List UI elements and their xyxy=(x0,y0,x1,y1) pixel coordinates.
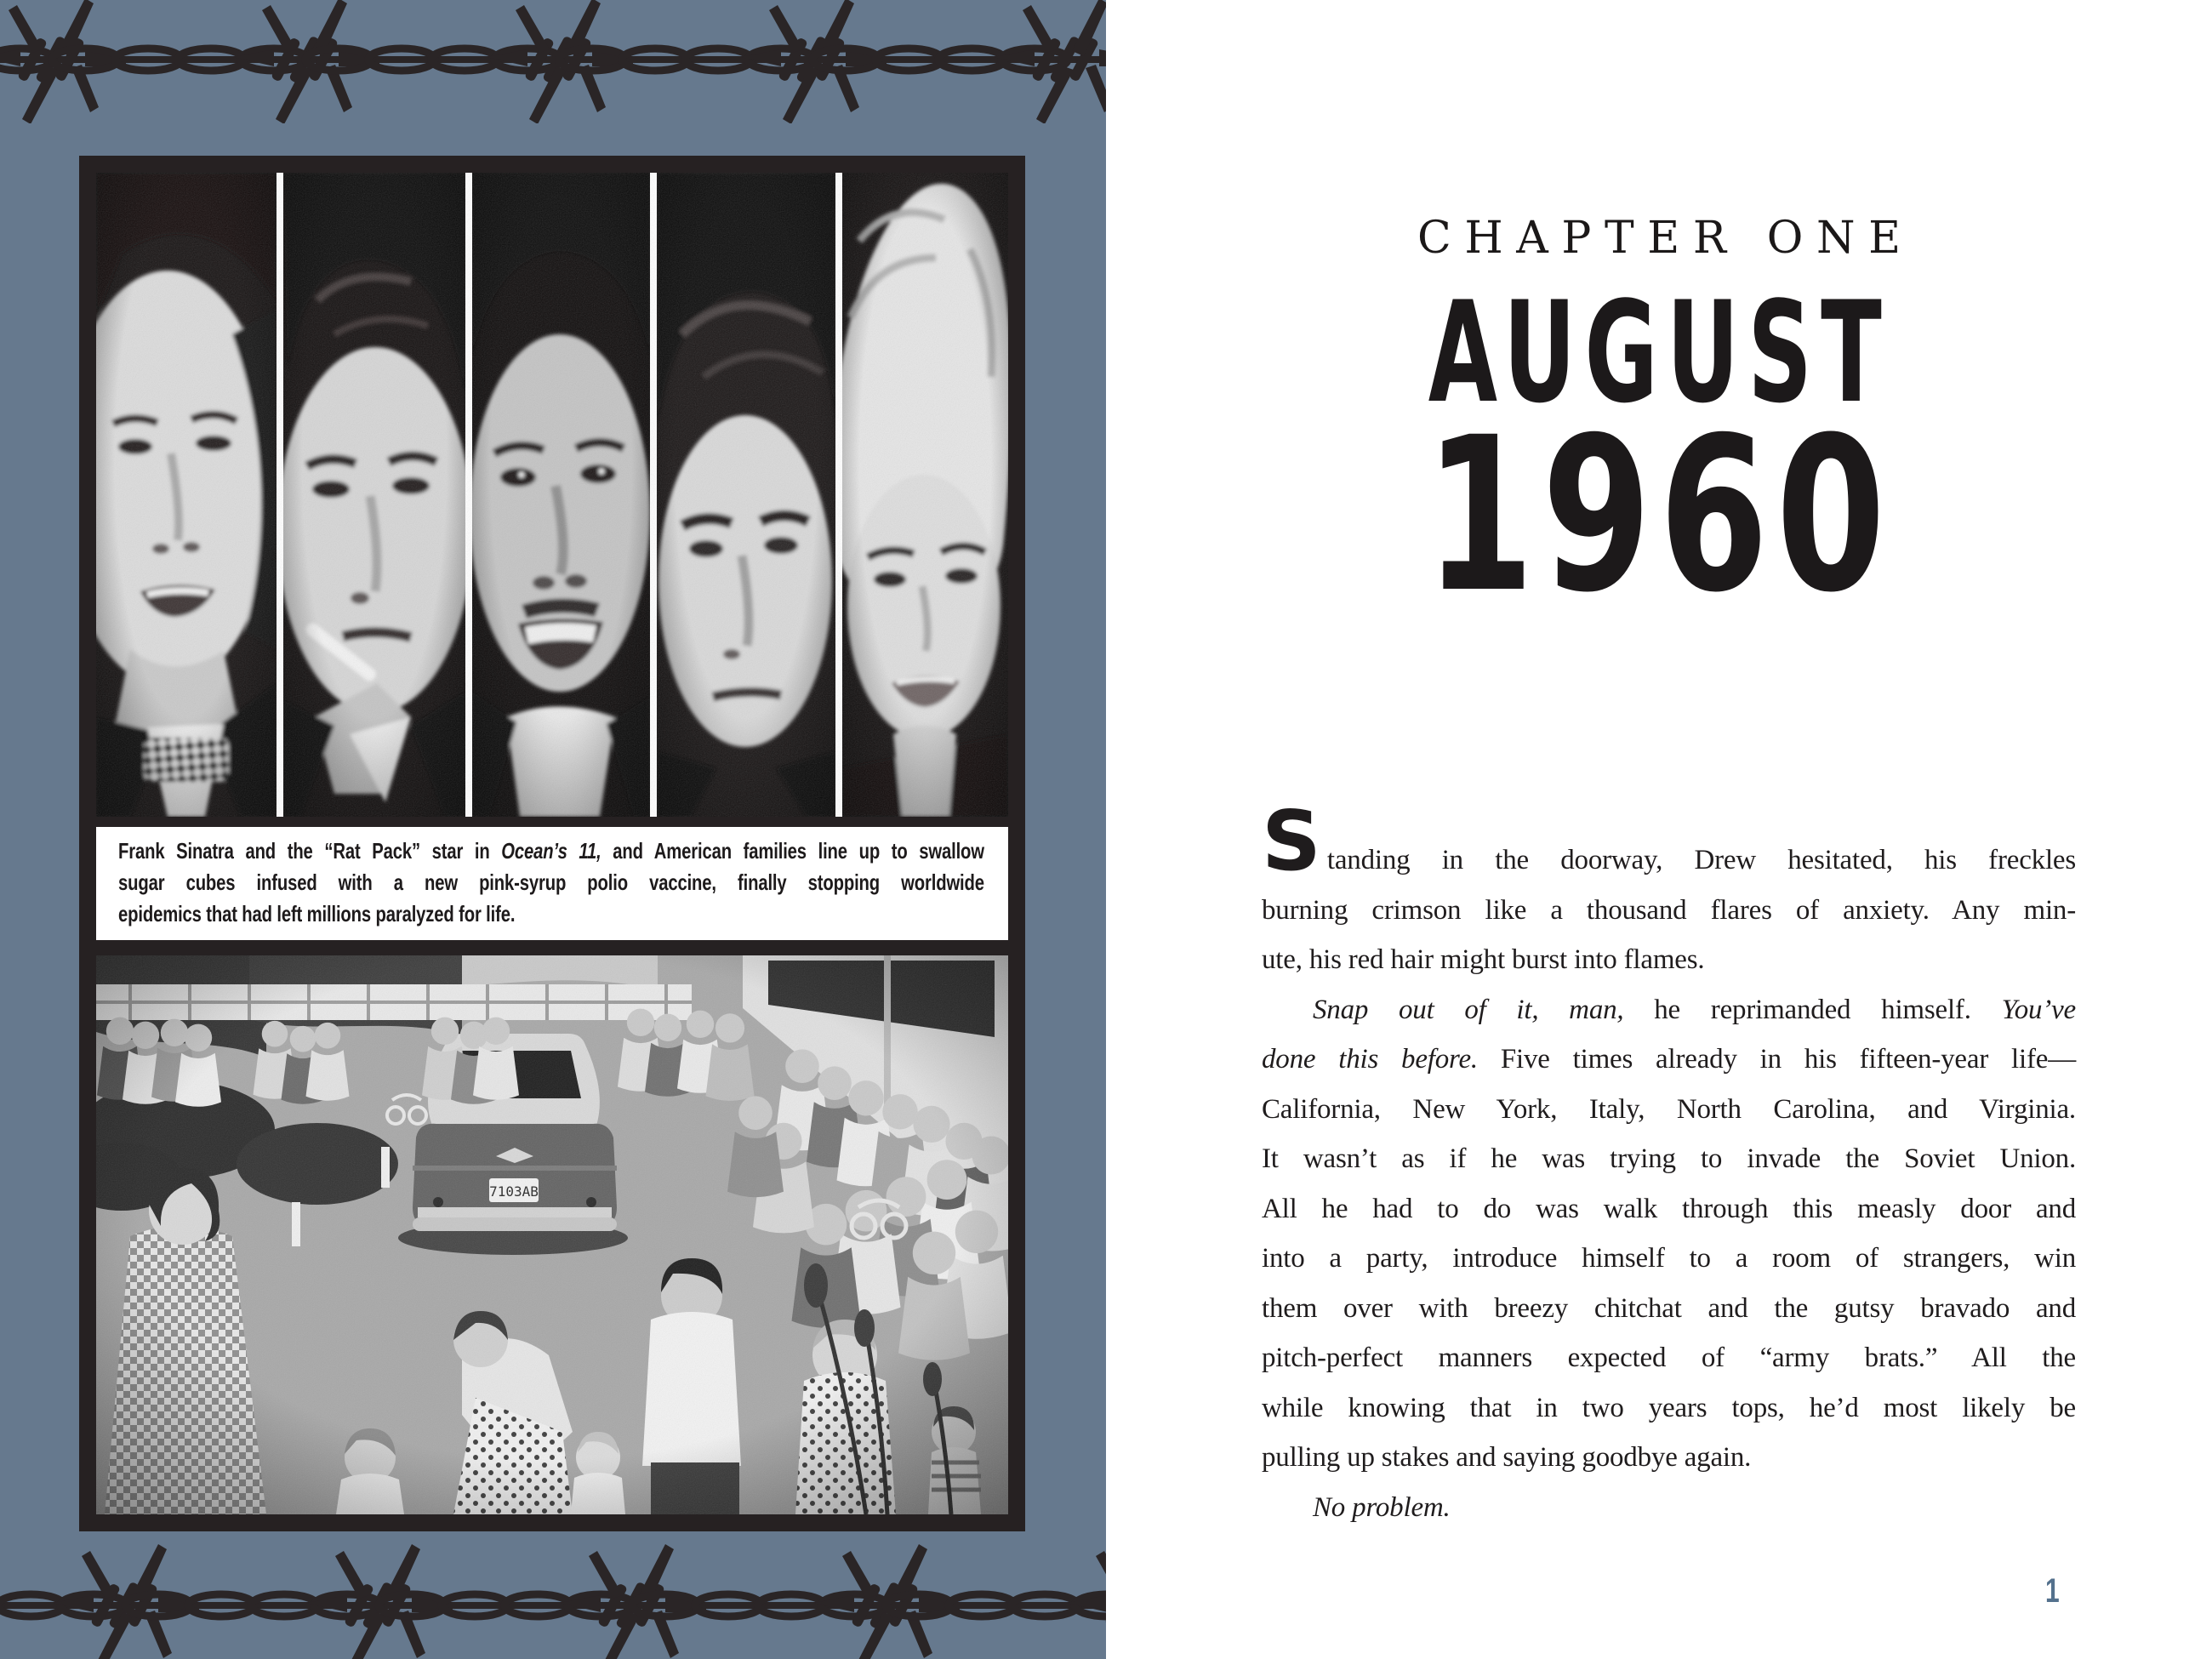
body-line: No problem. xyxy=(1313,1491,1451,1523)
page-number: 1 xyxy=(2045,1572,2060,1610)
film-grain-overlay xyxy=(96,173,1008,817)
body-line: them over with breezy chitchat and the gutsy bravado and xyxy=(1262,1292,2076,1324)
chapter-title-year: 1960 xyxy=(1424,391,1894,639)
body-line: pulling up stakes and saying goodbye again. xyxy=(1262,1442,1752,1473)
body-line: Snap out of it, man, he reprimanded himself. You’ve xyxy=(1313,994,2076,1025)
body-line: ute, his red hair might burst into flames. xyxy=(1262,944,1705,975)
body-line: pitch-perfect manners expected of “army brats.” All the xyxy=(1262,1343,2076,1373)
caption-line: Frank Sinatra and the “Rat Pack” star in Ocean’s 11, and American families line up to swallow xyxy=(118,838,984,864)
body-line: It wasn’t as if he was trying to invade the Soviet Union. xyxy=(1262,1143,2076,1174)
rat-pack-collage-photo xyxy=(96,173,1008,817)
body-line: while knowing that in two years tops, he’d most likely be xyxy=(1262,1392,2076,1423)
photo-caption xyxy=(118,835,984,930)
chapter-label: CHAPTER ONE xyxy=(1417,213,1914,264)
body-line: into a party, introduce himself to a room of strangers, win xyxy=(1262,1243,2076,1274)
right-page xyxy=(1106,0,2212,1659)
body-line: California, New York, Italy, North Carolina, and Virginia. xyxy=(1262,1093,2076,1125)
body-text xyxy=(1262,793,2076,1532)
barbed-wire-top-icon xyxy=(0,0,1106,123)
body-line: All he had to do was walk through this measly door and xyxy=(1262,1193,2076,1224)
barbed-wire-bottom-icon xyxy=(0,1542,1106,1659)
drop-cap: S xyxy=(1262,793,1320,889)
photo-caption-box xyxy=(96,827,1008,940)
vaccine-line-photo xyxy=(96,955,1008,1514)
caption-line: sugar cubes infused with a new pink-syrup polio vaccine, finally stopping worldwide xyxy=(118,869,984,895)
chapter-title-month: AUGUST xyxy=(1428,271,1890,434)
photo-frame xyxy=(79,156,1025,1531)
body-line: burning crimson like a thousand flares of anxiety. Any min- xyxy=(1262,894,2076,926)
body-line: Standing in the doorway, Drew hesitated, his freckles xyxy=(1262,793,2076,889)
film-grain-overlay xyxy=(96,955,1008,1514)
caption-line: epidemics that had left millions paralyzed for life. xyxy=(118,901,516,926)
body-line: done this before. Five times already in his fifteen-year life— xyxy=(1262,1044,2076,1075)
